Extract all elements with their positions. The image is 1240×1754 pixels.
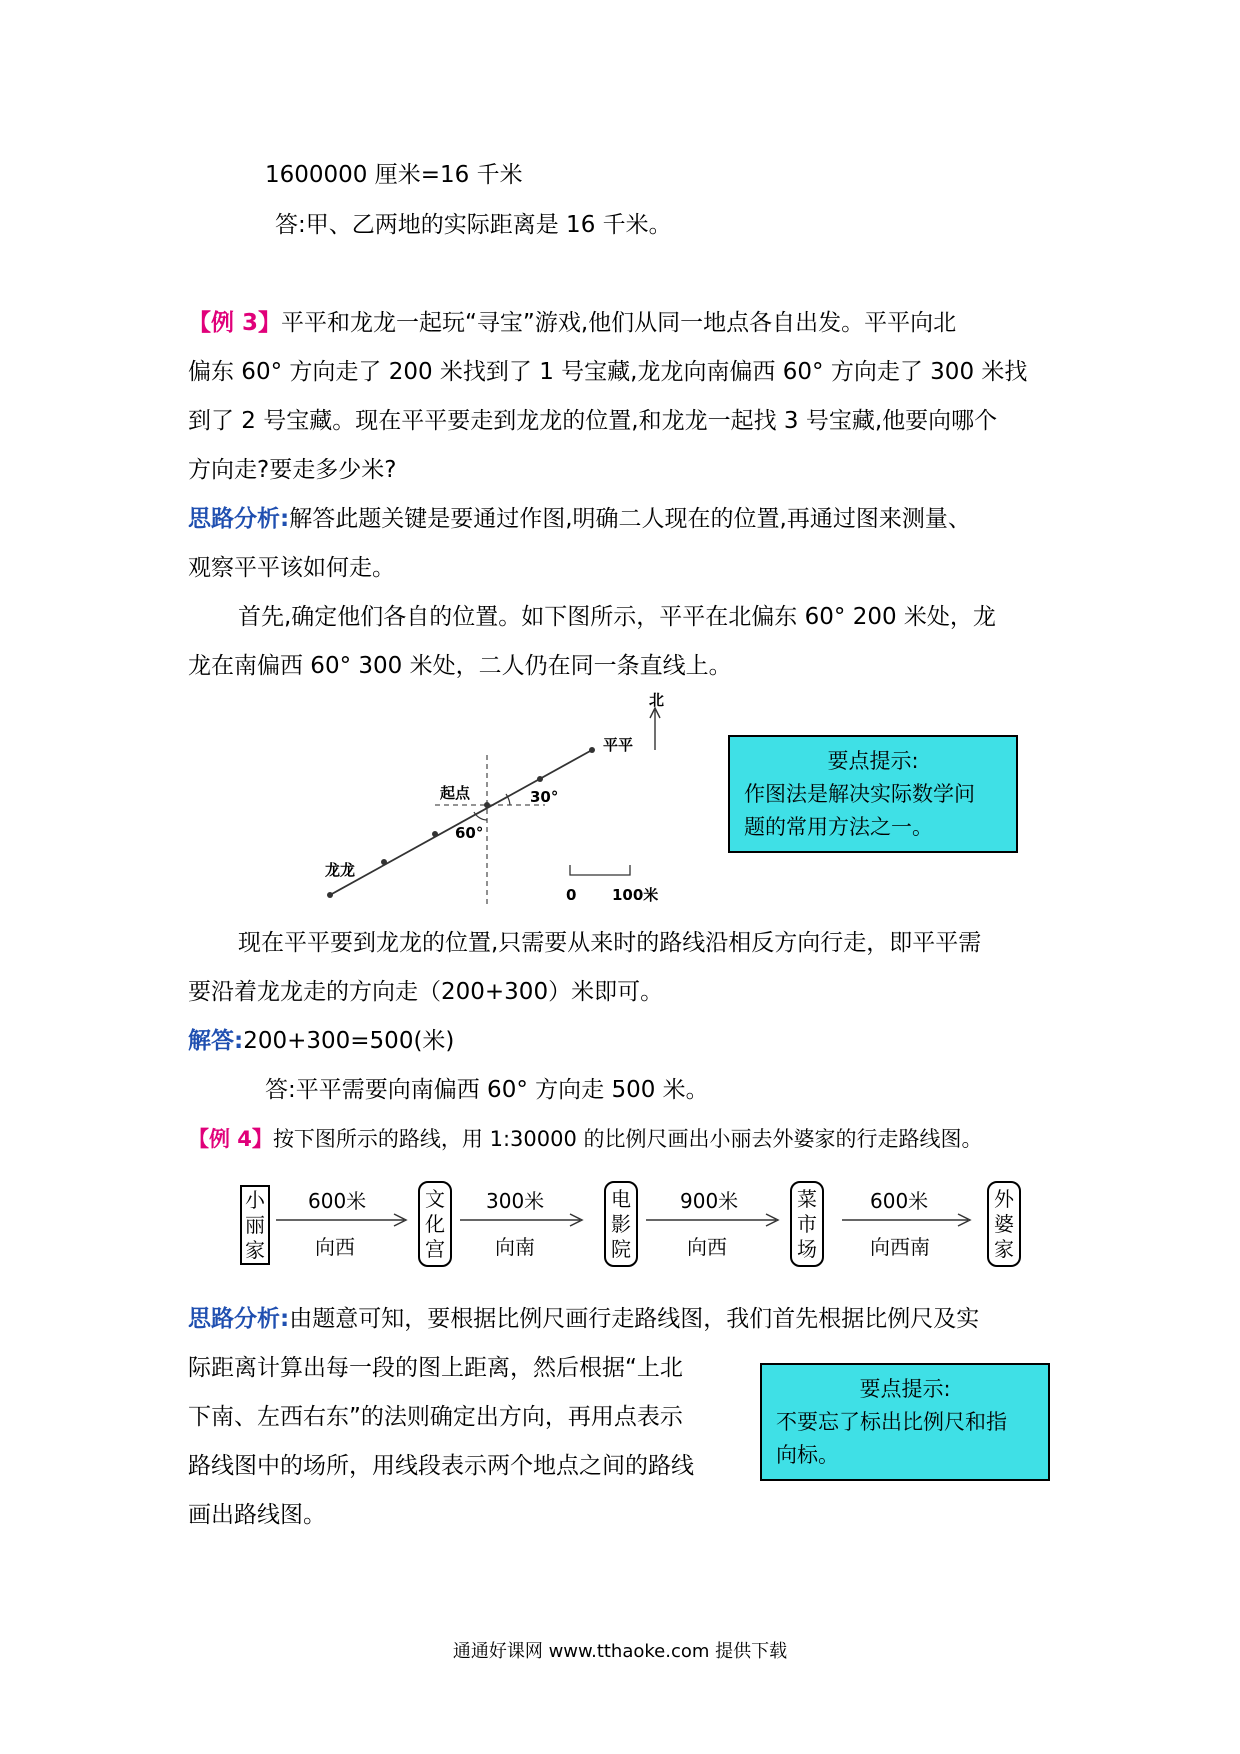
example4-tag: 【例 4】 <box>188 1127 273 1151</box>
leg-distance: 300米 <box>486 1189 545 1213</box>
place-char: 菜 <box>797 1186 817 1211</box>
place-char: 电 <box>611 1186 631 1211</box>
longlong-label: 龙龙 <box>325 861 356 879</box>
paragraph-line: 龙在南偏西 60° 300 米处，二人仍在同一条直线上。 <box>188 653 732 679</box>
place-char: 宫 <box>425 1236 445 1261</box>
tip-box <box>760 1363 1050 1481</box>
tip-box <box>728 735 1018 853</box>
place-char: 丽 <box>245 1212 265 1237</box>
leg-direction: 向西 <box>687 1235 727 1259</box>
place-char: 家 <box>245 1237 265 1262</box>
place-char: 院 <box>611 1236 631 1261</box>
place-char: 场 <box>797 1236 817 1261</box>
point-mid-upper <box>537 776 543 782</box>
place-char: 影 <box>611 1211 631 1236</box>
analysis-text: 际距离计算出每一段的图上距离，然后根据“上北 <box>188 1355 683 1381</box>
point-start <box>484 802 490 808</box>
analysis-line-1 <box>188 502 971 536</box>
north-label: 北 <box>649 691 665 709</box>
paragraph-line: 现在平平要到龙龙的位置,只需要从来时的路线沿相反方向行走，即平平需 <box>238 930 982 956</box>
example3-line-1 <box>188 306 956 340</box>
analysis-text: 画出路线图。 <box>188 1502 326 1528</box>
flow-arrows <box>0 1180 1240 1240</box>
example4-line <box>188 1122 983 1156</box>
leg-distance: 900米 <box>680 1189 739 1213</box>
place-char: 文 <box>425 1186 445 1211</box>
answer-line: 答:平平需要向南偏西 60° 方向走 500 米。 <box>265 1077 709 1103</box>
point-mid-lower <box>432 831 438 837</box>
tip-text: 作图法是解决实际数学问 <box>744 782 975 806</box>
scale-zero-label: 0 <box>566 886 577 904</box>
leg-direction: 向西南 <box>870 1235 930 1259</box>
answer-line: 答:甲、乙两地的实际距离是 16 千米。 <box>275 212 672 238</box>
solution-label: 解答: <box>188 1028 244 1054</box>
example3-question-line: 平平和龙龙一起玩“寻宝”游戏,他们从同一地点各自出发。平平向北 <box>281 310 957 336</box>
angle-30-label: 30° <box>530 788 559 806</box>
start-label: 起点 <box>440 784 471 802</box>
footer-text: 通通好课网 www.tthaoke.com 提供下载 <box>452 1641 788 1662</box>
analysis-text: 由题意可知，要根据比例尺画行走路线图，我们首先根据比例尺及实 <box>289 1306 980 1332</box>
example3-question-line: 到了 2 号宝藏。现在平平要走到龙龙的位置,和龙龙一起找 3 号宝藏,他要向哪个 <box>188 408 998 434</box>
place-char: 化 <box>425 1211 445 1236</box>
analysis-text: 下南、左西右东”的法则确定出方向，再用点表示 <box>188 1404 683 1430</box>
leg-distance: 600米 <box>308 1189 367 1213</box>
leg-distance: 600米 <box>870 1189 929 1213</box>
leg-direction: 向南 <box>495 1235 535 1259</box>
scale-bar <box>570 865 630 875</box>
example4-question: 按下图所示的路线，用 1:30000 的比例尺画出小丽去外婆家的行走路线图。 <box>272 1127 983 1151</box>
analysis-label: 思路分析: <box>188 1306 290 1332</box>
pingping-label: 平平 <box>603 736 634 754</box>
solution-line <box>188 1024 454 1058</box>
example4-analysis-line <box>188 1302 979 1336</box>
example3-tag: 【例 3】 <box>188 310 282 336</box>
calc-line: 1600000 厘米=16 千米 <box>265 162 523 188</box>
analysis-text: 观察平平该如何走。 <box>188 555 395 581</box>
place-char: 外 <box>994 1186 1014 1211</box>
tip-text: 不要忘了标出比例尺和指 <box>776 1410 1007 1434</box>
place-char: 婆 <box>994 1211 1014 1236</box>
tip-title: 要点提示: <box>859 1377 951 1401</box>
point-mid-lower-2 <box>381 859 387 865</box>
example3-question-line: 方向走?要走多少米? <box>188 457 397 483</box>
tip-text: 题的常用方法之一。 <box>744 815 933 839</box>
scale-100-label: 100米 <box>612 886 659 904</box>
tip-title: 要点提示: <box>827 749 919 773</box>
solution-text: 200+300=500(米) <box>243 1028 455 1054</box>
place-char: 市 <box>797 1211 817 1236</box>
point-longlong <box>327 892 333 898</box>
analysis-label: 思路分析: <box>188 506 290 532</box>
paragraph-line: 首先,确定他们各自的位置。如下图所示，平平在北偏东 60° 200 米处，龙 <box>238 604 996 630</box>
leg-direction: 向西 <box>315 1235 355 1259</box>
paragraph-line: 要沿着龙龙走的方向走（200+300）米即可。 <box>188 979 664 1005</box>
analysis-text: 路线图中的场所，用线段表示两个地点之间的路线 <box>188 1453 694 1479</box>
example3-question-line: 偏东 60° 方向走了 200 米找到了 1 号宝藏,龙龙向南偏西 60° 方向走了 300 米找 <box>188 359 1028 385</box>
route-line <box>330 750 592 895</box>
analysis-text: 解答此题关键是要通过作图,明确二人现在的位置,再通过图来测量、 <box>289 506 971 532</box>
direction-diagram <box>300 690 700 910</box>
place-char: 家 <box>994 1236 1014 1261</box>
place-char: 小 <box>245 1187 265 1212</box>
angle-60-label: 60° <box>455 824 484 842</box>
point-pingping <box>589 747 595 753</box>
tip-text: 向标。 <box>776 1443 839 1467</box>
